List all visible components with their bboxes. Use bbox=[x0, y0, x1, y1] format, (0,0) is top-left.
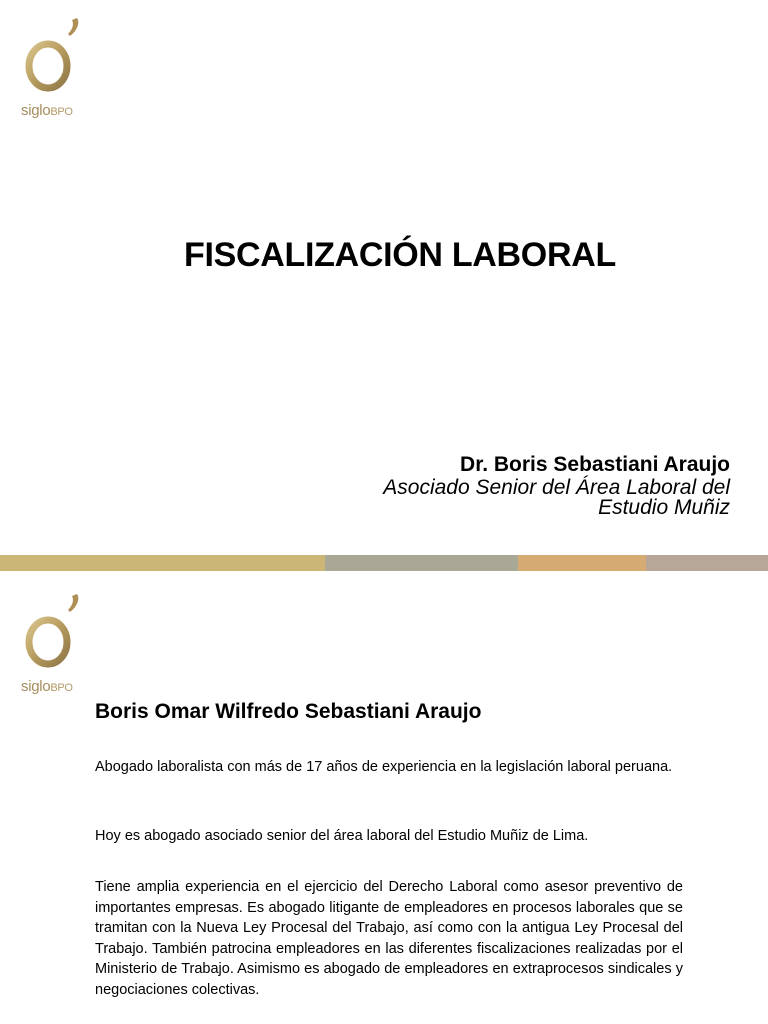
bio-heading: Boris Omar Wilfredo Sebastiani Araujo bbox=[95, 700, 482, 723]
logo-ring-icon bbox=[22, 14, 86, 102]
bio-paragraph: Tiene amplia experiencia en el ejercicio del Derecho Laboral como asesor preventivo de importantes empresas. Es abogado litigante de empleadores en procesos laborales que se tramitan con la Nueva Ley Procesal del Trabajo, así como con la antigua Ley Procesal del Trabajo. También patrocina empleadores en las diferentes fiscalizaciones realizadas por el Ministerio de Trabajo. Asimismo es abogado de empleadores en extraprocesos sindicales y negociaciones colectivas. bbox=[95, 879, 683, 998]
presenter-name: Dr. Boris Sebastiani Araujo bbox=[460, 453, 730, 476]
bio-paragraph: Hoy es abogado asociado senior del área laboral del Estudio Muñiz de Lima. bbox=[95, 828, 589, 844]
presenter-role-line2: Estudio Muñiz bbox=[598, 496, 730, 519]
divider-segment-tan bbox=[518, 555, 646, 571]
bio-paragraph: Abogado laboralista con más de 17 años de experiencia en la legislación laboral peruana. bbox=[95, 759, 673, 775]
siglo-bpo-logo-2 bbox=[18, 590, 88, 695]
slide-title: FISCALIZACIÓN LABORAL bbox=[184, 236, 616, 274]
logo-ring-icon bbox=[22, 590, 86, 678]
divider-segment-taupe bbox=[646, 555, 768, 571]
divider-segment-gray bbox=[325, 555, 518, 571]
logo-suffix-text: BPO bbox=[50, 682, 73, 694]
logo-brand-text: siglo bbox=[21, 102, 51, 119]
divider-segment-gold bbox=[0, 555, 325, 571]
siglo-bpo-logo bbox=[18, 14, 88, 119]
logo-brand-text: siglo bbox=[21, 678, 51, 695]
logo-suffix-text: BPO bbox=[50, 106, 73, 118]
presenter-block bbox=[270, 452, 730, 518]
presenter-role-line1: Asociado Senior del Área Laboral del bbox=[383, 476, 730, 499]
